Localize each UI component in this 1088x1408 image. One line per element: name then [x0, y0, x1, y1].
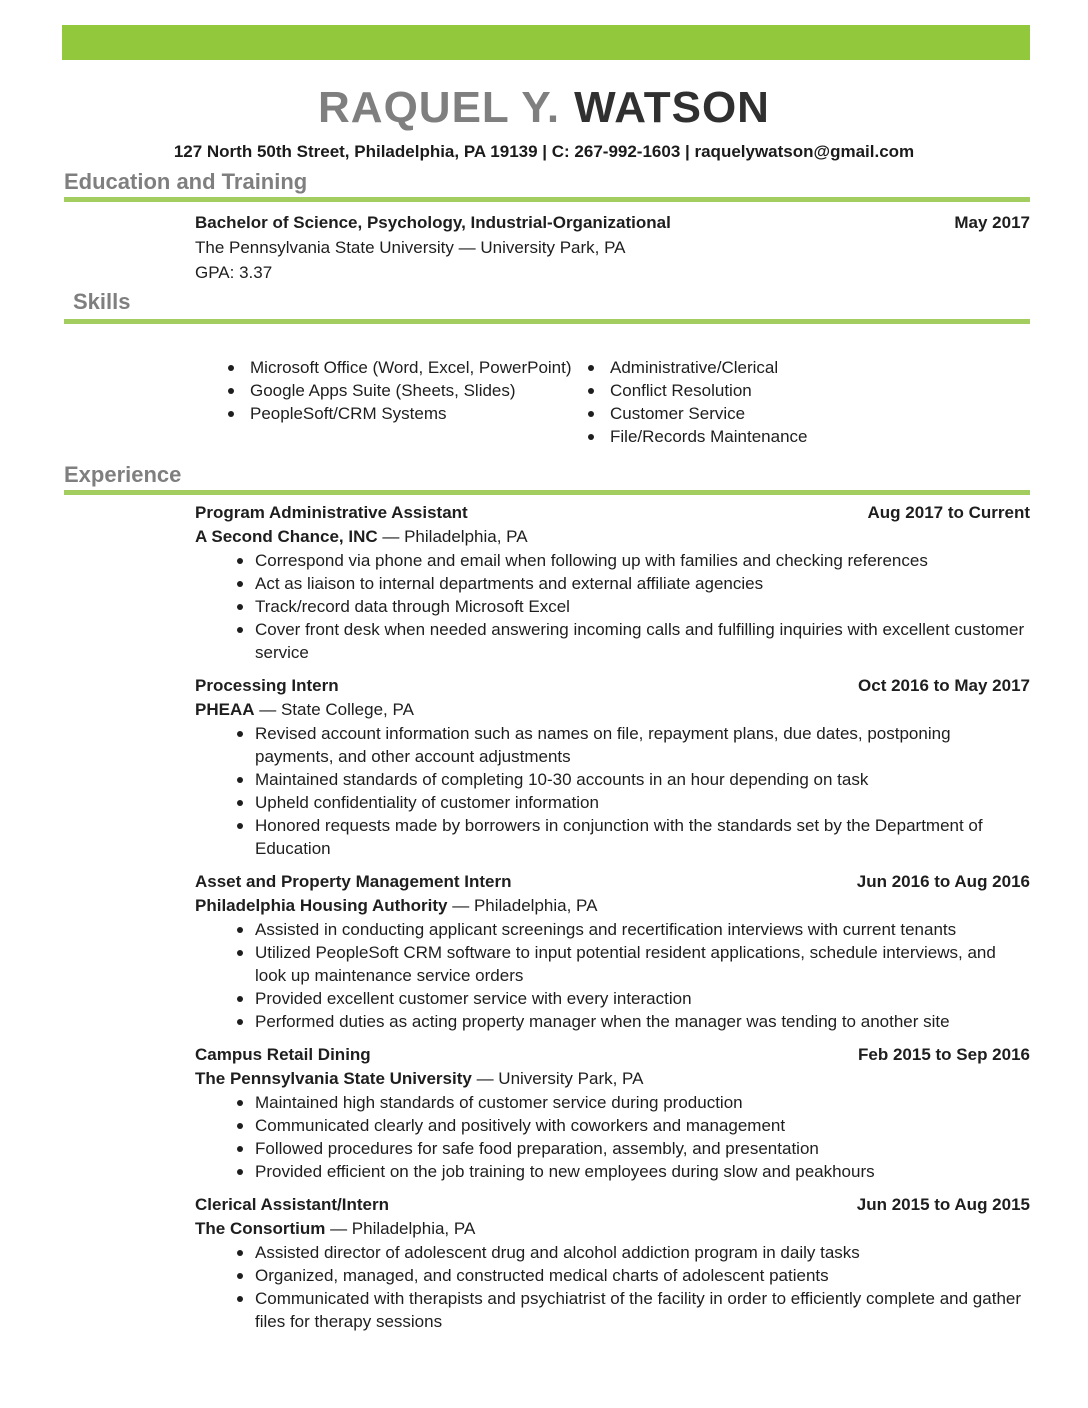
- job-bullets: [237, 1091, 1030, 1183]
- job-bullet: Utilized PeopleSoft CRM software to input potential resident applications, schedule interviews, and look up maintenance service orders: [237, 941, 1030, 987]
- job-location: — Philadelphia, PA: [452, 896, 598, 915]
- experience-rule: [64, 490, 1030, 495]
- skill-item: PeopleSoft/CRM Systems: [212, 402, 572, 425]
- job-date: Aug 2017 to Current: [867, 503, 1030, 522]
- job-location: — University Park, PA: [476, 1069, 644, 1088]
- job-title: Clerical Assistant/Intern: [195, 1195, 389, 1214]
- job-bullet: Upheld confidentiality of customer information: [237, 791, 1030, 814]
- experience-section: [64, 462, 1030, 1333]
- education-date: May 2017: [954, 213, 1030, 232]
- skill-item: Microsoft Office (Word, Excel, PowerPoint): [212, 356, 572, 379]
- skill-item: Customer Service: [572, 402, 1030, 425]
- job-bullet: Revised account information such as names on file, repayment plans, due dates, postponing payments, and other account adjustments: [237, 722, 1030, 768]
- job-company: The Pennsylvania State University: [195, 1069, 472, 1088]
- job-date: Feb 2015 to Sep 2016: [858, 1045, 1030, 1064]
- skill-item: Conflict Resolution: [572, 379, 1030, 402]
- job-location: — Philadelphia, PA: [330, 1219, 476, 1238]
- job-bullet: Followed procedures for safe food preparation, assembly, and presentation: [237, 1137, 1030, 1160]
- job-bullet: Assisted director of adolescent drug and alcohol addiction program in daily tasks: [237, 1241, 1030, 1264]
- education-rule: [64, 197, 1030, 202]
- skill-item: Administrative/Clerical: [572, 356, 1030, 379]
- job-bullet: Track/record data through Microsoft Excel: [237, 595, 1030, 618]
- skills-rule: [64, 319, 1030, 324]
- education-gpa: GPA: 3.37: [195, 263, 273, 282]
- skills-columns: [212, 356, 1030, 448]
- skills-section-title: Skills: [73, 289, 131, 314]
- job-location: — State College, PA: [259, 700, 414, 719]
- education-school: The Pennsylvania State University — University Park, PA: [195, 238, 626, 257]
- job-date: Jun 2016 to Aug 2016: [856, 872, 1030, 891]
- experience-section-title: Experience: [64, 462, 182, 487]
- job-bullet: Organized, managed, and constructed medical charts of adolescent patients: [237, 1264, 1030, 1287]
- job-bullet: Maintained standards of completing 10-30 accounts in an hour depending on task: [237, 768, 1030, 791]
- job-date: Jun 2015 to Aug 2015: [856, 1195, 1030, 1214]
- job-title: Program Administrative Assistant: [195, 503, 468, 522]
- job-bullets: [237, 1241, 1030, 1333]
- job-title: Asset and Property Management Intern: [195, 872, 512, 891]
- job-entry: [195, 1043, 1030, 1183]
- job-bullets: [237, 722, 1030, 860]
- job-title: Processing Intern: [195, 676, 339, 695]
- skills-column-1: [212, 356, 572, 448]
- job-bullet: Provided efficient on the job training to new employees during slow and peakhours: [237, 1160, 1030, 1183]
- job-entry: [195, 870, 1030, 1033]
- education-entry: [195, 210, 1030, 285]
- skill-item: File/Records Maintenance: [572, 425, 1030, 448]
- job-list: [64, 501, 1030, 1333]
- accent-top-bar: [62, 25, 1030, 60]
- education-section: [64, 169, 1030, 285]
- education-degree: Bachelor of Science, Psychology, Industrial-Organizational: [195, 213, 671, 232]
- job-bullet: Provided excellent customer service with every interaction: [237, 987, 1030, 1010]
- skills-section: [64, 289, 1030, 448]
- job-bullet: Cover front desk when needed answering incoming calls and fulfilling inquiries with excellent customer service: [237, 618, 1030, 664]
- candidate-last-name: WATSON: [574, 83, 770, 132]
- candidate-first-name: RAQUEL Y.: [318, 83, 561, 132]
- job-entry: [195, 1193, 1030, 1333]
- education-section-title: Education and Training: [64, 169, 308, 194]
- job-bullet: Communicated clearly and positively with coworkers and management: [237, 1114, 1030, 1137]
- job-company: The Consortium: [195, 1219, 326, 1238]
- contact-line: 127 North 50th Street, Philadelphia, PA 19139 | C: 267-992-1603 | raquelywatson@gmail.com: [173, 142, 915, 161]
- job-entry: [195, 501, 1030, 664]
- job-bullet: Correspond via phone and email when following up with families and checking references: [237, 549, 1030, 572]
- job-company: Philadelphia Housing Authority: [195, 896, 448, 915]
- job-location: — Philadelphia, PA: [382, 527, 528, 546]
- job-bullet: Assisted in conducting applicant screenings and recertification interviews with current tenants: [237, 918, 1030, 941]
- skill-item: Google Apps Suite (Sheets, Slides): [212, 379, 572, 402]
- job-company: A Second Chance, INC: [195, 527, 378, 546]
- job-bullets: [237, 918, 1030, 1033]
- job-bullet: Act as liaison to internal departments and external affiliate agencies: [237, 572, 1030, 595]
- job-entry: [195, 674, 1030, 860]
- job-bullet: Maintained high standards of customer service during production: [237, 1091, 1030, 1114]
- job-title: Campus Retail Dining: [195, 1045, 371, 1064]
- skills-column-2: [572, 356, 1030, 448]
- job-date: Oct 2016 to May 2017: [858, 676, 1030, 695]
- candidate-name: [0, 83, 1088, 132]
- job-bullet: Communicated with therapists and psychiatrist of the facility in order to efficiently complete and gather files for therapy sessions: [237, 1287, 1030, 1333]
- job-company: PHEAA: [195, 700, 255, 719]
- job-bullet: Performed duties as acting property manager when the manager was tending to another site: [237, 1010, 1030, 1033]
- job-bullets: [237, 549, 1030, 664]
- job-bullet: Honored requests made by borrowers in conjunction with the standards set by the Department of Education: [237, 814, 1030, 860]
